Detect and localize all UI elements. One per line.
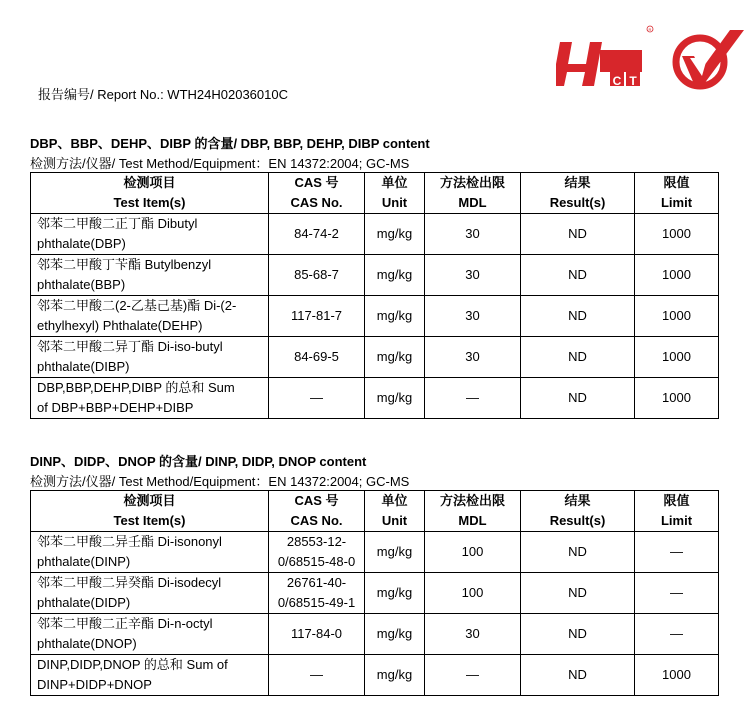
- results-table-1: [30, 172, 719, 419]
- table-row: 邻苯二甲酸二(2-乙基己基)酯 Di-(2- ethylhexyl) Phthalate(DEHP) 117-81-7 mg/kg 30 ND 1000: [31, 296, 719, 337]
- svg-text:R: R: [648, 27, 652, 32]
- table-row: 邻苯二甲酸二正辛酯 Di-n-octyl phthalate(DNOP) 117-84-0 mg/kg 30 ND —: [31, 614, 719, 655]
- table-header-row: [31, 491, 719, 532]
- col-result: 结果 Result(s): [521, 491, 635, 532]
- table-row: DINP,DIDP,DNOP 的总和 Sum of DINP+DIDP+DNOP — mg/kg — ND 1000: [31, 655, 719, 696]
- col-mdl: 方法检出限 MDL: [425, 173, 521, 214]
- section1-method: 检测方法/仪器/ Test Method/Equipment：EN 14372:2004; GC-MS: [30, 156, 410, 171]
- col-test-item: 检测项目 Test Item(s): [31, 491, 269, 532]
- table-row: 邻苯二甲酸丁苄酯 Butylbenzyl phthalate(BBP) 85-68-7 mg/kg 30 ND 1000: [31, 255, 719, 296]
- wv-check-logo: [668, 26, 746, 90]
- col-test-item: 检测项目 Test Item(s): [31, 173, 269, 214]
- col-unit: 单位 Unit: [365, 491, 425, 532]
- section2-title: DINP、DIDP、DNOP 的含量/ DINP, DIDP, DNOP content: [30, 454, 367, 469]
- col-mdl: 方法检出限 MDL: [425, 491, 521, 532]
- table-row: DBP,BBP,DEHP,DIBP 的总和 Sum of DBP+BBP+DEHP+DIBP — mg/kg — ND 1000: [31, 378, 719, 419]
- table-row: 邻苯二甲酸二正丁酯 Dibutyl phthalate(DBP) 84-74-2 mg/kg 30 ND 1000: [31, 214, 719, 255]
- col-unit: 单位 Unit: [365, 173, 425, 214]
- table-row: 邻苯二甲酸二异壬酯 Di-isononyl phthalate(DINP) 28553-12- 0/68515-48-0 mg/kg 100 ND —: [31, 532, 719, 573]
- col-cas: CAS 号 CAS No.: [269, 491, 365, 532]
- table-header-row: [31, 173, 719, 214]
- col-limit: 限值 Limit: [635, 173, 719, 214]
- svg-text:T: T: [629, 74, 637, 88]
- col-result: 结果 Result(s): [521, 173, 635, 214]
- section1-title: DBP、BBP、DEHP、DIBP 的含量/ DBP, BBP, DEHP, DIBP content: [30, 136, 430, 151]
- results-table-2: [30, 490, 719, 696]
- col-cas: CAS 号 CAS No.: [269, 173, 365, 214]
- svg-text:C: C: [612, 74, 622, 88]
- table-row: 邻苯二甲酸二异癸酯 Di-isodecyl phthalate(DIDP) 26761-40- 0/68515-49-1 mg/kg 100 ND —: [31, 573, 719, 614]
- table-row: 邻苯二甲酸二异丁酯 Di-iso-butyl phthalate(DIBP) 84-69-5 mg/kg 30 ND 1000: [31, 337, 719, 378]
- report-number: 报告编号/ Report No.: WTH24H02036010C: [38, 87, 288, 102]
- col-limit: 限值 Limit: [635, 491, 719, 532]
- hct-logo: [556, 24, 656, 90]
- section2-method: 检测方法/仪器/ Test Method/Equipment：EN 14372:2004; GC-MS: [30, 474, 410, 489]
